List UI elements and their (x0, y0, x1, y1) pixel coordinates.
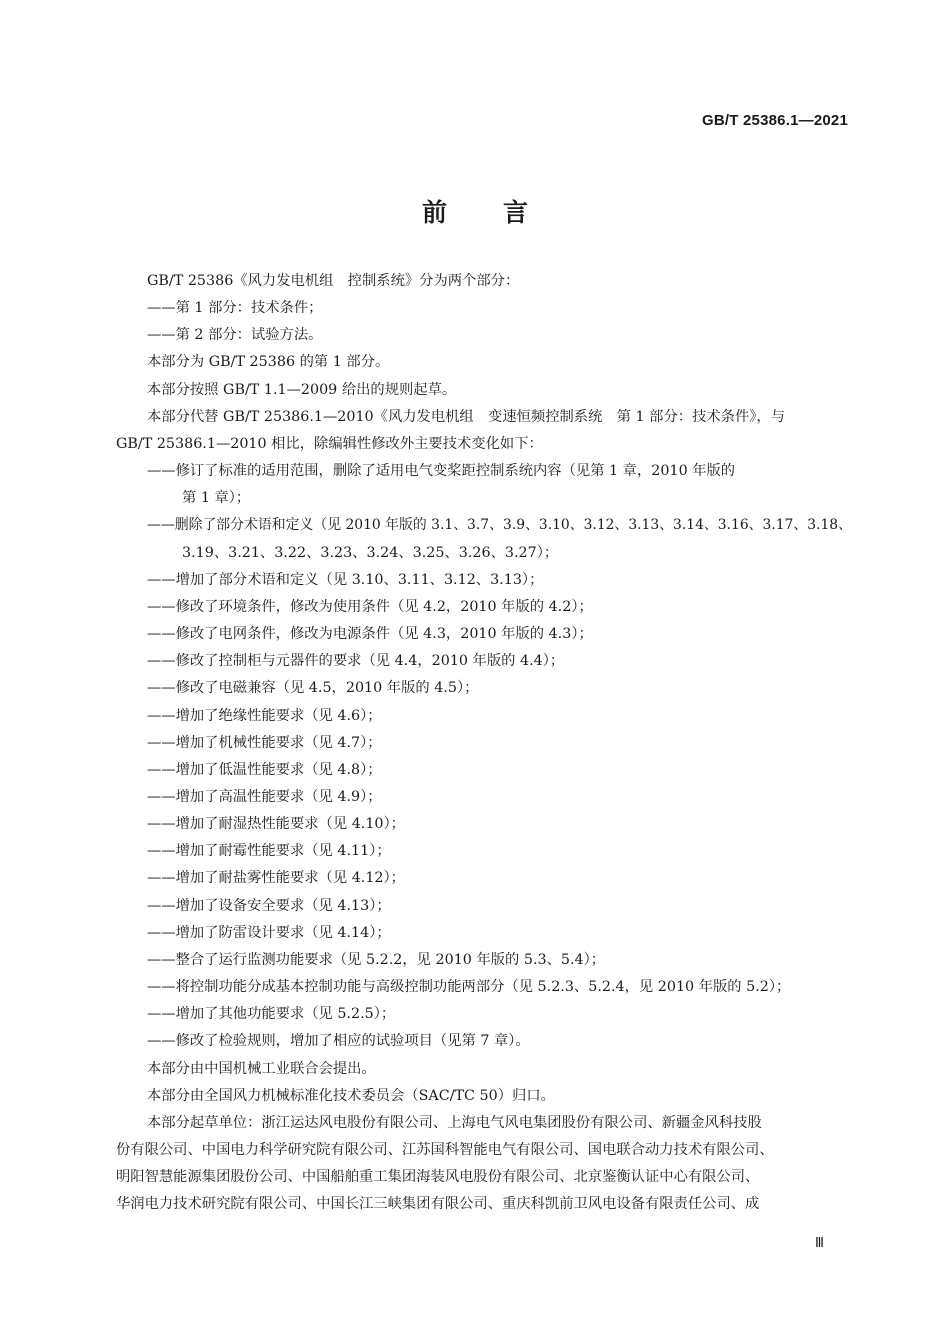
intro-paragraph: GB/T 25386《风力发电机组 控制系统》分为两个部分： (147, 273, 520, 289)
page-title (0, 193, 950, 229)
paragraph: 本部分由全国风力机械标准化技术委员会（SAC/TC 50）归口。 (147, 1087, 555, 1104)
change-item: ——修改了电网条件，修改为电源条件（见 4.3，2010 年版的 4.3）； (147, 626, 593, 643)
change-item: ——修改了电磁兼容（见 4.5，2010 年版的 4.5）； (147, 680, 479, 697)
standard-code: GB/T 25386.1—2021 (702, 112, 848, 129)
list-item: ——第 1 部分：技术条件； (147, 300, 323, 317)
change-item: ——将控制功能分成基本控制功能与高级控制功能两部分（见 5.2.3、5.2.4，见 2010 年版的 5.2）； (147, 979, 791, 996)
change-item: ——增加了部分术语和定义（见 3.10、3.11、3.12、3.13）； (147, 571, 544, 588)
page-number: Ⅲ (815, 1236, 824, 1251)
change-item: ——修改了环境条件，修改为使用条件（见 4.2，2010 年版的 4.2）； (147, 598, 593, 615)
document-body (116, 268, 852, 1218)
change-item: ——增加了耐霉性能要求（见 4.11）； (147, 843, 391, 860)
change-item-continuation: 第 1 章）； (182, 490, 251, 507)
change-item: ——整合了运行监测功能要求（见 5.2.2，见 2010 年版的 5.3、5.4）； (147, 951, 606, 968)
change-item: ——增加了其他功能要求（见 5.2.5）； (147, 1006, 396, 1023)
paragraph: 本部分为 GB/T 25386 的第 1 部分。 (147, 354, 390, 371)
paragraph: 本部分代替 GB/T 25386.1—2010《风力发电机组 变速恒频控制系统 第 1 部分：技术条件》，与 (147, 408, 786, 425)
change-item: ——修改了检验规则，增加了相应的试验项目（见第 7 章）。 (147, 1033, 530, 1050)
list-item: ——第 2 部分：试验方法。 (147, 327, 323, 344)
drafting-units-line: 本部分起草单位：浙江运达风电股份有限公司、上海电气风电集团股份有限公司、新疆金风科技股 (147, 1114, 762, 1131)
drafting-units-line: 份有限公司、中国电力科学研究院有限公司、江苏国科智能电气有限公司、国电联合动力技术有限公司、 (116, 1142, 774, 1158)
drafting-units-line: 华润电力技术研究院有限公司、中国长江三峡集团有限公司、重庆科凯前卫风电设备有限责任公司、成 (116, 1196, 760, 1213)
change-item: ——修订了标准的适用范围，删除了适用电气变桨距控制系统内容（见第 1 章，2010 年版的 (147, 463, 736, 480)
change-item-continuation: 3.19、3.21、3.22、3.23、3.24、3.25、3.26、3.27）； (182, 544, 559, 561)
change-item: ——增加了耐盐雾性能要求（见 4.12）； (147, 870, 405, 887)
change-item: ——增加了低温性能要求（见 4.8）； (147, 761, 382, 778)
change-item: ——增加了耐湿热性能要求（见 4.10）； (147, 816, 405, 833)
change-item: ——增加了高温性能要求（见 4.9）； (147, 788, 382, 805)
drafting-units-line: 明阳智慧能源集团股份公司、中国船舶重工集团海装风电股份有限公司、北京鉴衡认证中心有限公司、 (116, 1169, 760, 1186)
change-item: ——删除了部分术语和定义（见 2010 年版的 3.1、3.7、3.9、3.10、3.12、3.13、3.14、3.16、3.17、3.18、 (147, 517, 852, 534)
title-char-1: 前 (421, 198, 447, 227)
change-item: ——增加了机械性能要求（见 4.7）； (147, 734, 382, 751)
paragraph: 本部分按照 GB/T 1.1—2009 给出的规则起草。 (147, 381, 457, 398)
change-item: ——增加了防雷设计要求（见 4.14）； (147, 924, 391, 941)
paragraph-continuation: GB/T 25386.1—2010 相比，除编辑性修改外主要技术变化如下： (116, 435, 543, 452)
change-item: ——增加了绝缘性能要求（见 4.6）； (147, 707, 382, 724)
title-char-2: 言 (503, 198, 529, 227)
change-item: ——增加了设备安全要求（见 4.13）； (147, 897, 391, 914)
paragraph: 本部分由中国机械工业联合会提出。 (147, 1060, 376, 1077)
change-item: ——修改了控制柜与元器件的要求（见 4.4，2010 年版的 4.4）； (147, 653, 565, 670)
